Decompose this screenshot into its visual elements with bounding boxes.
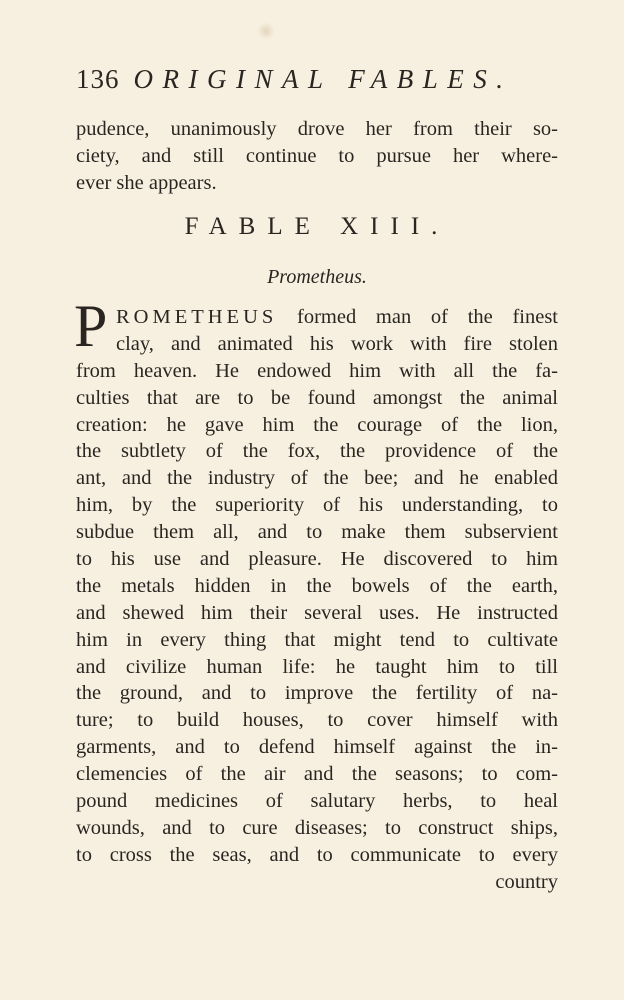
drop-cap: P	[74, 293, 108, 359]
fable-subtitle: Prometheus.	[267, 266, 367, 288]
text-line: clemencies of the air and the seasons; to com-	[76, 763, 558, 786]
text-line: to cross the seas, and to communicate to every	[76, 843, 558, 866]
text-line: him in every thing that might tend to cultivate	[76, 628, 558, 651]
text-line: clay, and animated his work with fire stolen	[116, 332, 558, 355]
text-line: ever she appears.	[76, 171, 217, 194]
text-line: subdue them all, and to make them subservient	[76, 521, 558, 544]
text-line: wounds, and to cure diseases; to construct ships,	[76, 816, 558, 839]
text-line-first	[76, 304, 558, 331]
text-line: him, by the superiority of his understanding, to	[76, 494, 558, 517]
text-line: ant, and the industry of the bee; and he enabled	[76, 467, 558, 490]
text-line: pudence, unanimously drove her from their so-	[76, 118, 558, 140]
running-head-title: ORIGINAL FABLES.	[133, 64, 513, 94]
text-line: ture; to build houses, to cover himself with	[76, 709, 558, 732]
paper-stain	[257, 22, 275, 40]
running-head	[76, 62, 556, 97]
text-line: and shewed him their several uses. He instructed	[76, 601, 558, 624]
text-line: creation: he gave him the courage of the lion,	[76, 413, 558, 436]
text-line: the ground, and to improve the fertility of na-	[76, 682, 558, 705]
text-line: to his use and pleasure. He discovered to him	[76, 548, 558, 571]
text-line: the subtlety of the fox, the providence of the	[76, 440, 558, 463]
catchword: country	[495, 870, 558, 893]
carryover-paragraph	[76, 116, 558, 197]
text-line: pound medicines of salutary herbs, to heal	[76, 790, 558, 813]
text-line: the metals hidden in the bowels of the earth,	[76, 574, 558, 597]
page-number: 136	[76, 64, 120, 94]
first-word: ROMETHEUS	[116, 306, 278, 328]
fable-body	[76, 304, 558, 896]
fable-heading: FABLE XIII.	[184, 213, 450, 240]
text-line: garments, and to defend himself against the in-	[76, 736, 558, 759]
first-line-rest: formed man of the finest	[297, 306, 558, 328]
text-line: culties that are to be found amongst the animal	[76, 386, 558, 409]
text-line: and civilize human life: he taught him to till	[76, 655, 558, 678]
text-line: ciety, and still continue to pursue her where-	[76, 144, 558, 167]
text-line: from heaven. He endowed him with all the fa-	[76, 359, 558, 382]
